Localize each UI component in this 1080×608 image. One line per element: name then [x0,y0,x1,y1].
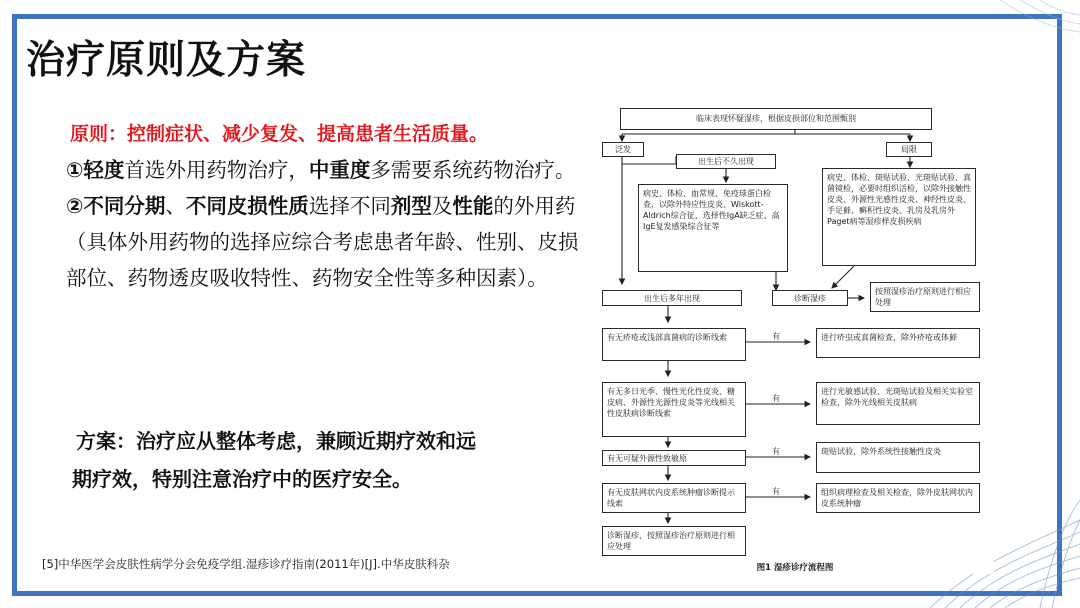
principle-statement: 原则：控制症状、减少复发、提高患者生活质量。 [70,123,489,145]
severe-label: 中重度 [308,158,371,182]
flow-answer-1: 进行疥虫或真菌检查，除外疥疮或体藓 [816,328,980,358]
flow-question-3: 有无可疑外源性致敏原 [602,450,746,466]
flow-exam-left: 病史、体检、血常规、免疫球蛋白检查，以除外特应性皮炎、Wiskott-Aldrich综合征、选择性IgA缺乏症、高IgE复发感染综合征等 [638,184,788,272]
yes-label-3: 有 [772,447,780,456]
paragraph-1-text-b: 多需要系统药物治疗。 [370,158,576,182]
lesions-label: 不同皮损性质 [185,194,309,218]
plan-line-1: 方案：治疗应从整体考虑，兼顾近期疗效和远 [76,429,476,453]
flow-top: 临床表现怀疑湿疹，根据皮损部位和范围甄别 [620,108,932,130]
flow-answer-4: 组织病理检查及相关检查，除外皮肤网状内皮系统肿瘤 [816,483,980,513]
mild-label: 轻度 [83,158,125,182]
flow-widespread: 泛发 [602,142,644,157]
slide-title: 治疗原则及方案 [26,38,307,83]
paragraph-2 [66,188,586,296]
paragraph-2-text-b: 的外用药（具体外用药物的选择应综合考虑患者年龄、性别、皮损部位、药物透皮吸收特性、药物安全性等多种因素）。 [66,194,579,290]
flow-soon-after-birth: 出生后不久出现 [676,154,776,169]
plan-statement [72,422,542,498]
body-text [66,152,586,296]
yes-label-4: 有 [772,487,780,496]
flow-question-1: 有无疥疮或浅部真菌病的诊断线索 [602,328,746,361]
dosage-label: 剂型 [390,194,432,218]
yes-label-1: 有 [772,332,780,341]
yes-label-2: 有 [772,394,780,403]
citation: [5]中华医学会皮肤性病学分会免疫学组.湿疹诊疗指南(2011年)[J].中华皮肤科杂 [42,557,450,571]
stages-label: 不同分期 [83,194,166,218]
eczema-flowchart [596,104,994,574]
num-2: ② [66,194,84,218]
conjunction: 及 [431,194,453,218]
separator: 、 [165,194,186,218]
plan-line-2: 期疗效，特别注意治疗中的医疗安全。 [72,467,412,491]
flow-question-4: 有无皮肤网状内皮系统肿瘤诊断提示线索 [602,483,746,513]
flow-localized: 局限 [886,142,932,157]
paragraph-2-text-a: 选择不同 [308,194,391,218]
paragraph-1 [66,152,586,188]
flow-diagnose: 诊断湿疹 [772,290,848,306]
num-1: ① [66,158,84,182]
flow-many-years: 出生后多年出现 [602,290,742,306]
flow-treat-principle: 按照湿疹治疗原则进行相应处理 [870,282,980,312]
flow-question-2: 有无多日光季、慢性光化性皮炎、糖皮病、外源性光源性皮炎等光线相关性皮肤病诊断线索 [602,382,746,437]
flow-final: 诊断湿疹，按照湿疹治疗原则进行相应处理 [602,526,746,556]
performance-label: 性能 [452,194,494,218]
flow-exam-right: 病史、体检、斑贴试验、光斑贴试验、真菌镜检，必要时组织活检，以除外接触性皮炎、外源性光感性皮炎、神经性皮炎、手足藓、癣积性皮炎、乳房及乳房外Paget病等湿疹样皮损疾病 [822,168,976,266]
flow-answer-2: 进行光敏感试验、光斑贴试验及相关实验室检查，除外光线相关皮肤病 [816,382,980,425]
flowchart-caption: 图1 湿疹诊疗流程图 [756,563,834,573]
paragraph-1-text-a: 首选外用药物治疗， [124,158,309,182]
flow-answer-3: 斑贴试验，除外系统性接触性皮炎 [816,442,980,473]
